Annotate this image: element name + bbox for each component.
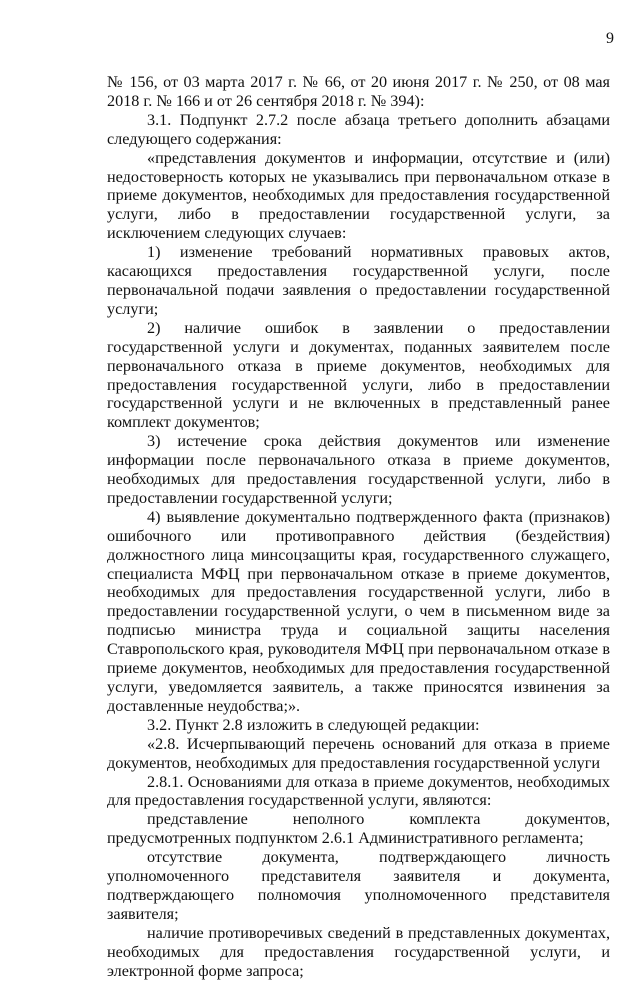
paragraph: № 156, от 03 марта 2017 г. № 66, от 20 июня 2017 г. № 250, от 08 мая 2018 г. № 166 и от 26 сентября 2018 г. № 394): <box>107 73 610 110</box>
paragraph: отсутствие документа, подтверждающего личность уполномоченного представителя заявителя и документа, подтверждающего полномочия уполномоченного представителя заявителя; <box>107 848 610 923</box>
paragraph: «представления документов и информации, отсутствие и (или) недостоверность которых не указывались при первоначальном отказе в приеме документов, необходимых для предоставления государственной услуги, либо в предоставлении государственной услуги, за исключением следующих случаев: <box>107 148 610 243</box>
paragraph: наличие противоречивых сведений в представленных документах, необходимых для предоставления государственной услуги, и электронной форме запроса; <box>107 923 610 980</box>
page-number: 9 <box>606 30 614 47</box>
paragraph: 2.8.1. Основаниями для отказа в приеме документов, необходимых для предоставления государственной услуги, являются: <box>107 772 610 810</box>
paragraph: 3) истечение срока действия документов или изменение информации после первоначального отказа в приеме документов, необходимых для предоставления государственной услуги, либо в предоставлении государственной услуги; <box>107 432 610 507</box>
paragraph: 2) наличие ошибок в заявлении о предоставлении государственной услуги и документах, поданных заявителем после первоначального отказа в приеме документов, необходимых для предоставления государственной услуги, либо в предоставлении государственной услуги и не включенных в представленный ранее комплект документов; <box>107 318 610 432</box>
paragraph: 3.2. Пункт 2.8 изложить в следующей редакции: <box>147 715 480 734</box>
paragraph: 1) изменение требований нормативных правовых актов, касающихся предоставления государственной услуги, после первоначальной подачи заявления о предоставлении государственной услуги; <box>107 243 610 318</box>
paragraph: «2.8. Исчерпывающий перечень оснований для отказа в приеме документов, необходимых для предоставления государственной услуги <box>107 734 610 772</box>
paragraph: 4) выявление документально подтвержденного факта (признаков) ошибочного или противоправного действия (бездействия) должностного лица минсоцзащиты края, государственного служащего, специалиста МФЦ при первоначальном отказе в приеме документов, необходимых для предоставления государственной услуги, либо в предоставлении государственной услуги, о чем в письменном виде за подписью министра труда и социальной защиты населения Ставропольского края, руководителя МФЦ при первоначальном отказе в приеме документов, необходимых для предоставления государственной услуги, уведомляется заявитель, а также приносятся извинения за доставленные неудобства;». <box>107 507 610 715</box>
document-body <box>107 73 610 981</box>
paragraph: представление неполного комплекта документов, предусмотренных подпунктом 2.6.1 Административного регламента; <box>107 810 610 848</box>
paragraph: 3.1. Подпункт 2.7.2 после абзаца третьего дополнить абзацами следующего содержания: <box>107 110 610 148</box>
